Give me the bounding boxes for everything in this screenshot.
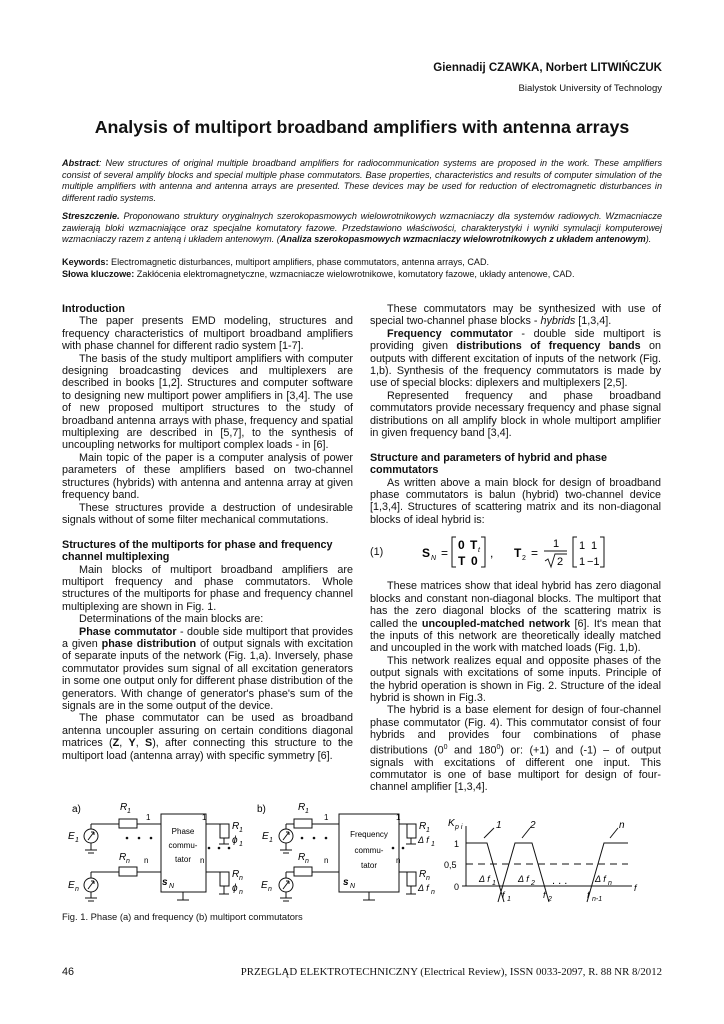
figure-1 xyxy=(62,798,662,906)
eq-sn: S xyxy=(422,546,431,561)
streszczenie-title: Analiza szerokopasmowych wzmacniaczy wielowrotnikowych z układem antenowym xyxy=(279,234,646,245)
paragraph xyxy=(62,626,353,713)
text-run: of output signals with excitation of separate inputs of the network (Fig. 1,a). Inversely, phase commutator provides sum signal of all excitation generators in some one output only for different phase distribution of the generators. With change of generator's phase's sum of the signals are in the some output of the device. xyxy=(62,637,353,712)
label-en-sub: n xyxy=(268,886,272,893)
tick-fn1-sub: n-1 xyxy=(592,896,603,903)
graph-y-tick-0: 0 xyxy=(454,882,460,892)
freq-box-text: Frequency xyxy=(350,830,388,839)
tick-f2-sub: 2 xyxy=(548,896,552,903)
text-run: These commutators may be synthesized with use of special two-channel phase blocks - xyxy=(370,303,661,328)
paragraph: Determinations of the main blocks are: xyxy=(79,613,264,626)
generator-arrow xyxy=(88,832,94,840)
load-1 xyxy=(220,824,229,838)
port-1-out: 1 xyxy=(396,813,401,822)
term: uncoupled-matched network xyxy=(421,617,571,630)
text-run: [1,3,4]. xyxy=(575,315,612,328)
eq-r01: 1 xyxy=(591,540,598,553)
label-sn-sub: N xyxy=(350,883,356,890)
label-r1: R xyxy=(120,802,128,813)
label-sn-sub: N xyxy=(169,883,175,890)
label-rn: R xyxy=(119,852,127,863)
keywords-pl-text: Zakłócenia elektromagnetyczne, wzmacniacze wielowrotnikowe, komutatory fazowe, układy antenowe, CAD. xyxy=(134,268,575,279)
curve-label-2: 2 xyxy=(530,820,536,831)
label-sn: s xyxy=(343,877,349,888)
bracket-right xyxy=(481,537,485,567)
label-rn-sub: n xyxy=(239,875,243,882)
eq-m00: 0 xyxy=(458,538,465,553)
label-sn: s xyxy=(162,877,168,888)
label-phin: ϕ xyxy=(232,883,238,894)
response-curve-2 xyxy=(498,843,549,902)
band-label-n: Δ f xyxy=(595,874,606,884)
term: Frequency commutator xyxy=(387,327,513,340)
label-e1-sub: 1 xyxy=(269,837,273,844)
graph-ylabel-sub: p i xyxy=(455,824,463,831)
streszczenie-label: Streszczenie. xyxy=(62,211,120,221)
phase-commutator-box xyxy=(161,814,206,892)
paragraph: These structures provide a destruction of undesirable signals without of some filter mechanical commutations. xyxy=(62,501,353,526)
graph-xlabel: f xyxy=(634,883,637,893)
label-b: b) xyxy=(257,804,266,815)
abstract-text: : New structures of original multiple broadband amplifiers for radiocommunication systems are proposed in the work. These amplifiers consist of several amplify blocks and special multiple phase commutators. Base properties, characteristics and results of computer simulation of the multiple amplifiers with antenna and antenna arrays are presented. These devices may be used for reduction of electromagnetic disturbances in different radio systems. xyxy=(62,158,662,203)
label-phi1: ϕ xyxy=(232,835,238,846)
phase-box-text: tator xyxy=(174,855,192,864)
graph-ylabel: K xyxy=(448,818,455,829)
eq-r00: 1 xyxy=(579,540,586,553)
curve-label-n: n xyxy=(619,820,625,831)
text-run: ), after connecting this structure to the multiport load (antenna array) with specific symmetry [6]. xyxy=(62,737,354,762)
eq-r10: 1 xyxy=(579,556,586,569)
label-r1: R xyxy=(298,802,306,813)
section-heading: Structures of the multiports for phase and frequency channel multiplexing xyxy=(62,538,333,564)
term: phase distribution xyxy=(101,637,197,650)
keywords-label: Keywords: xyxy=(62,257,109,267)
figure-caption: Fig. 1. Phase (a) and frequency (b) multiport commutators xyxy=(62,911,303,922)
equation-matrices xyxy=(422,532,652,572)
bracket-right-2 xyxy=(600,537,604,567)
streszczenie-text: Proponowano struktury oryginalnych szerokopasmowych wielowrotnikowych wzmacniaczy dla systemów radiowych. Wzmacniacze zawierają bloki wzmacniające oraz specjalne komutatory fazowe. Przedstawiono właściwości, charakterystyki i wyniki symulacji komputerowej wzmacniaczy razem z anteną i układem antenowym. ( xyxy=(62,211,662,245)
term: Z xyxy=(112,737,120,750)
label-rn-sub: n xyxy=(305,858,309,865)
phase-box-text: commu- xyxy=(168,841,198,850)
curve-label-1: 1 xyxy=(496,820,502,831)
term: hybrids xyxy=(540,315,576,328)
resistor-r1 xyxy=(119,819,137,828)
band-label-2-sub: 2 xyxy=(531,880,535,887)
text-run: and 180 xyxy=(447,744,497,757)
streszczenie xyxy=(62,211,662,246)
left-column xyxy=(62,303,353,762)
response-curve-1 xyxy=(466,843,504,902)
text-run: on outputs with different excitation of inputs of the network (Fig. 1,b). Synthesis of the frequency commutators is made by use of special blocks: diplexers and multiplexers [2,5]. xyxy=(370,340,661,390)
section-heading: Structure and parameters of hybrid and phase commutators xyxy=(370,451,607,477)
paragraph xyxy=(370,580,661,654)
abstract-label: Abstract xyxy=(62,158,99,168)
phase-box-text: Phase xyxy=(171,827,195,836)
band-label-2: Δ f xyxy=(518,874,529,884)
label-r1: R xyxy=(232,821,240,832)
label-rn: R xyxy=(232,869,240,880)
label-phin-sub: n xyxy=(239,889,243,896)
label-df1: Δ f xyxy=(418,835,429,845)
eq-equals-2: = xyxy=(531,546,539,561)
eq-m11: 0 xyxy=(471,554,478,569)
graph-y-tick-05: 0,5 xyxy=(444,860,457,870)
text-run: [6]. It's mean that the inputs of this network are theoretically ideally matched and uncoupled in the work with matched loads (Fig. 1,b). xyxy=(370,617,662,655)
paragraph xyxy=(370,328,661,390)
graph-dots: . . . xyxy=(552,875,568,887)
paragraph: This network realizes equal and opposite phases of the output signals with excitations of some inputs. Principle of the hybrid operation is shown in Fig. 2. Structure of the ideal hybrid is shown in Fig.3. xyxy=(370,654,661,704)
paragraph xyxy=(62,712,353,762)
paper-title: Analysis of multiport broadband amplifiers with antenna arrays xyxy=(94,117,630,137)
eq-m10: T xyxy=(458,554,466,569)
label-r1-sub: 1 xyxy=(305,808,309,815)
term: distributions of frequency bands xyxy=(456,340,641,353)
label-r1-sub: 1 xyxy=(127,808,131,815)
eq-m01: T xyxy=(470,538,478,553)
paragraph: Main topic of the paper is a computer analysis of power parameters of these amplifiers based on two-channel structures (hybrids) with antenna and antenna array at given frequency band. xyxy=(62,451,353,502)
term: Y xyxy=(128,737,136,750)
paragraph: The basis of the study multiport amplifiers with computer designing broadcasting devices and multiplexers are described in books [1,2]. Structures and computer software to designing new multiport power amplifiers in [3,4]. The use of new proposed multiport structures to the study of broadband antenna arrays with phase, frequency and spatial multiplexing are described in [5,7], to the synthesis of uncoupling networks for multiport complex loads - in [6]. xyxy=(62,352,353,452)
page-number: 46 xyxy=(62,966,75,978)
label-a: a) xyxy=(72,804,81,815)
response-curve-n xyxy=(587,843,628,902)
eq-sn-sub: N xyxy=(431,555,437,563)
text-run: , xyxy=(135,737,145,750)
label-rn: R xyxy=(298,852,306,863)
text-run: The phase commutator can be used as broadband antenna uncoupler assuring on certain conditions diagonal matrices ( xyxy=(62,712,353,750)
paragraph: Represented frequency and phase broadband commutators provide necessary frequency and phase signal distributions on all amplify block in whole multiport amplifier in given frequency band [3,4]. xyxy=(370,389,661,440)
band-label-1-sub: 1 xyxy=(492,880,496,887)
label-e1: E xyxy=(262,831,269,842)
band-label-n-sub: n xyxy=(608,880,612,887)
bracket-left-2 xyxy=(573,537,577,567)
text-run: - double side multiport is providing given xyxy=(370,327,661,353)
superscript: 0 xyxy=(443,743,448,751)
label-rn: R xyxy=(419,869,427,880)
term: S xyxy=(145,737,153,750)
eq-r11: −1 xyxy=(587,556,600,569)
paragraph: The paper presents EMD modeling, structures and frequency characteristics of multiport broadband amplifiers with phase channel for different radio system [1-7]. xyxy=(62,315,353,353)
label-r1-sub: 1 xyxy=(426,827,430,834)
resistor-rn xyxy=(119,867,137,876)
port-n: n xyxy=(144,856,149,865)
label-en: E xyxy=(261,880,268,891)
band-label-1: Δ f xyxy=(479,874,490,884)
eq-t2-sub: 2 xyxy=(522,555,526,563)
paragraph xyxy=(370,704,661,793)
bracket-left xyxy=(452,537,456,567)
text-run: , xyxy=(119,737,129,750)
label-rn-sub: n xyxy=(426,875,430,882)
label-df1-sub: 1 xyxy=(431,841,435,848)
label-rn-sub: n xyxy=(126,858,130,865)
paragraph xyxy=(370,303,661,328)
eq-equals: = xyxy=(441,546,449,561)
paragraph: Main blocks of multiport broadband amplifiers are multiport frequency and phase commutators. Whole structures of the multiports for phase and frequency channel multiplexing are shown in Fig. 1. xyxy=(62,563,353,613)
term: Phase commutator xyxy=(79,625,177,638)
eq-frac-num: 1 xyxy=(553,538,560,551)
label-dfn: Δ f xyxy=(418,883,429,893)
keywords-pl-label: Słowa kluczowe: xyxy=(62,268,135,279)
text-run: ) or: (+1) and (-1) – of output signals with excitations of different one input. This commutator is one of base multiport for design of four-channel amplifier [1,3,4]. xyxy=(370,744,662,794)
label-phi1-sub: 1 xyxy=(239,841,243,848)
streszczenie-end: ). xyxy=(645,234,652,245)
port-n-out: n xyxy=(200,856,205,865)
equation-number: (1) xyxy=(370,546,384,559)
text-run: These matrices show that ideal hybrid has zero diagonal blocks and constant non-diagonal blocks. The multiport that has the zero diagonal blocks of the scattering matrix is called the xyxy=(370,580,661,630)
superscript: 0 xyxy=(496,743,501,751)
label-en-sub: n xyxy=(75,886,79,893)
eq-m01-sub: t xyxy=(478,547,480,555)
tick-f2: f xyxy=(543,890,546,900)
eq-t2: T xyxy=(514,546,522,561)
port-n: n xyxy=(324,856,329,865)
port-1-out: 1 xyxy=(202,813,207,822)
label-e1: E xyxy=(68,831,75,842)
label-r1: R xyxy=(419,821,427,832)
text-run: The hybrid is a base element for design of four-channel phase commutator (Fig. 4). This commutator consist of four hybrids and provides four combinations of phase distributions (0 xyxy=(370,704,661,757)
tick-f1-sub: 1 xyxy=(507,896,511,903)
label-e1-sub: 1 xyxy=(75,837,79,844)
section-heading: Introduction xyxy=(62,303,125,315)
keywords-text: Electromagnetic disturbances, multiport amplifiers, phase commutators, antenna arrays, CAD. xyxy=(108,257,490,267)
label-en: E xyxy=(68,880,75,891)
label-r1-sub: 1 xyxy=(239,827,243,834)
eq-comma: , xyxy=(490,546,494,561)
text-run: - double side multiport that provides a given xyxy=(62,625,353,650)
keywords xyxy=(62,257,662,280)
port-1: 1 xyxy=(146,813,151,822)
load-n xyxy=(220,872,229,886)
freq-box-text: tator xyxy=(360,861,378,870)
sqrt-sign xyxy=(545,554,567,567)
port-1: 1 xyxy=(324,813,329,822)
tick-fn1: f xyxy=(587,890,590,900)
tick-f1: f xyxy=(502,890,505,900)
authors: Giennadij CZAWKA, Norbert LITWIŃCZUK xyxy=(433,62,662,74)
freq-box-text: commu- xyxy=(354,846,384,855)
affiliation: Bialystok University of Technology xyxy=(518,83,662,94)
abstract xyxy=(62,158,662,204)
journal-info: PRZEGLĄD ELEKTROTECHNICZNY (Electrical Review), ISSN 0033-2097, R. 88 NR 8/2012 xyxy=(240,966,662,978)
label-dfn-sub: n xyxy=(431,889,435,896)
eq-sqrt-arg: 2 xyxy=(557,556,564,569)
graph-y-tick-1: 1 xyxy=(454,839,460,849)
port-n-out: n xyxy=(396,856,401,865)
paragraph: As written above a main block for design of broadband phase commutators is balun (hybrid) two-channel device [1,3,4]. Structures of scattering matrix and its non-diagonal blocks of ideal hybrid is: xyxy=(370,476,661,526)
right-column xyxy=(370,303,661,794)
equation-1 xyxy=(370,532,661,572)
